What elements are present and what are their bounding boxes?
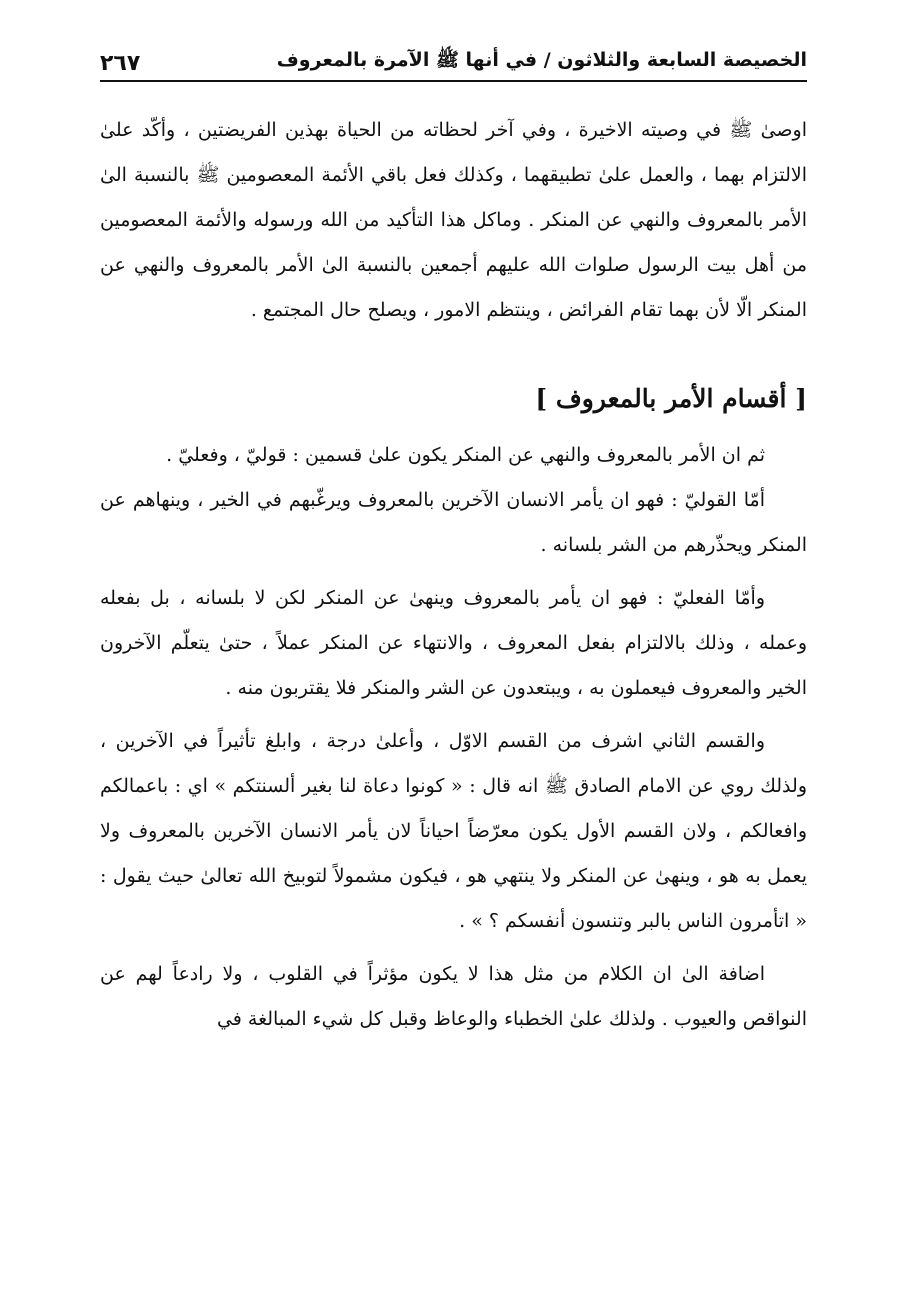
paragraph-division: ثم ان الأمر بالمعروف والنهي عن المنكر يكون علىٰ قسمين : قوليّ ، وفعليّ . (166, 444, 765, 466)
running-title: الخصيصة السابعة والثلاثون / في أنها ﷺ الآمرة بالمعروف (276, 49, 807, 71)
page-number: ٢٦٧ (100, 51, 141, 76)
paragraph-verbal: أمّا القوليّ : فهو ان يأمر الانسان الآخرين بالمعروف ويرغّبهم في الخير ، وينهاهم عن المنكر ويحذّرهم من الشر بلسانه . (100, 489, 807, 556)
paragraph-practical: وأمّا الفعليّ : فهو ان يأمر بالمعروف وينهىٰ عن المنكر لكن لا بلسانه ، بل بفعله وعمله ، وذلك بالالتزام بفعل المعروف ، والانتهاء عن المنكر عملاً ، حتىٰ يتعلّم الآخرون الخير والمعروف فيعملون به ، ويبتعدون عن الشر والمنكر فلا يقتربون منه . (100, 587, 807, 699)
body-text (100, 108, 807, 1042)
paragraph-intro: اوصىٰ ﷺ في وصيته الاخيرة ، وفي آخر لحظاته من الحياة بهذين الفريضتين ، وأكّد علىٰ الالتزام بهما ، والعمل علىٰ تطبيقهما ، وكذلك فعل باقي الأئمة المعصومين ﷺ بالنسبة الىٰ الأمر بالمعروف والنهي عن المنكر . وماكل هذا التأكيد من الله ورسوله والأئمة المعصومين من أهل بيت الرسول صلوات الله عليهم أجمعين بالنسبة الىٰ الأمر بالمعروف والنهي عن المنكر الّا لأن بهما تقام الفرائض ، وينتظم الامور ، ويصلح حال المجتمع . (100, 119, 807, 321)
running-header (100, 36, 807, 76)
paragraph-second-type: والقسم الثاني اشرف من القسم الاوّل ، وأعلىٰ درجة ، وابلغ تأثيراً في الآخرين ، ولذلك روي عن الامام الصادق ﷺ انه قال : « كونوا دعاة لنا بغير ألسنتكم » اي : باعمالكم وافعالكم ، ولان القسم الأول يكون معرّضاً احياناً لان يأمر الانسان الآخرين بالمعروف ولا يعمل به هو ، وينهىٰ عن المنكر ولا ينتهي هو ، فيكون مشمولاً لتوبيخ الله تعالىٰ حيث يقول : « اتأمرون الناس بالبر وتنسون أنفسكم ؟ » . (100, 730, 807, 932)
section-heading: [ أقسام الأمر بالمعروف ] (535, 384, 807, 413)
paragraph-addition: اضافة الىٰ ان الكلام من مثل هذا لا يكون مؤثراً في القلوب ، ولا رادعاً لهم عن النواقص والعيوب . ولذلك علىٰ الخطباء والوعاظ وقبل كل شيء المبالغة في (100, 963, 807, 1030)
header-rule (100, 80, 807, 82)
